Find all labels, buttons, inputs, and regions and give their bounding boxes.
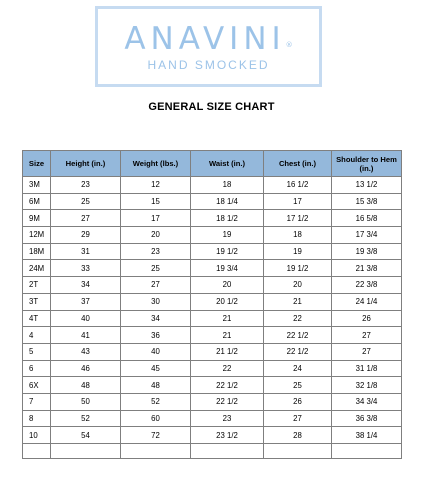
cell-chest: 18 [264, 227, 332, 244]
cell-size: 3M [23, 177, 51, 194]
cell-shoulder-to-hem: 24 1/4 [332, 293, 402, 310]
cell-shoulder-to-hem: 22 3/8 [332, 277, 402, 294]
cell-waist: 18 1/2 [191, 210, 264, 227]
cell-size: 7 [23, 393, 51, 410]
cell-height: 46 [51, 360, 121, 377]
cell-weight: 27 [121, 277, 191, 294]
header-chest: Chest (in.) [264, 151, 332, 177]
table-row [23, 393, 402, 410]
cell-shoulder-to-hem: 36 3/8 [332, 410, 402, 427]
header-waist: Waist (in.) [191, 151, 264, 177]
table-header-row [23, 151, 402, 177]
header-size: Size [23, 151, 51, 177]
cell-weight: 17 [121, 210, 191, 227]
cell-shoulder-to-hem: 27 [332, 343, 402, 360]
cell-shoulder-to-hem: 21 3/8 [332, 260, 402, 277]
cell-waist: 21 [191, 327, 264, 344]
cell-shoulder-to-hem: 16 5/8 [332, 210, 402, 227]
empty-cell [23, 444, 51, 459]
cell-waist: 19 3/4 [191, 260, 264, 277]
cell-height: 48 [51, 377, 121, 394]
cell-waist: 22 1/2 [191, 393, 264, 410]
table-row [23, 360, 402, 377]
cell-weight: 45 [121, 360, 191, 377]
table-row [23, 310, 402, 327]
brand-name [98, 22, 319, 56]
cell-size: 6M [23, 193, 51, 210]
cell-waist: 21 1/2 [191, 343, 264, 360]
cell-waist: 19 [191, 227, 264, 244]
table-body [23, 177, 402, 459]
cell-height: 25 [51, 193, 121, 210]
size-chart-table [22, 150, 402, 459]
cell-chest: 20 [264, 277, 332, 294]
cell-shoulder-to-hem: 19 3/8 [332, 243, 402, 260]
cell-waist: 23 1/2 [191, 427, 264, 444]
cell-chest: 26 [264, 393, 332, 410]
cell-chest: 19 [264, 243, 332, 260]
cell-chest: 22 1/2 [264, 343, 332, 360]
cell-waist: 18 [191, 177, 264, 194]
cell-chest: 16 1/2 [264, 177, 332, 194]
cell-shoulder-to-hem: 31 1/8 [332, 360, 402, 377]
empty-cell [191, 444, 264, 459]
cell-size: 24M [23, 260, 51, 277]
table-row [23, 210, 402, 227]
cell-height: 34 [51, 277, 121, 294]
header-height: Height (in.) [51, 151, 121, 177]
cell-weight: 40 [121, 343, 191, 360]
cell-waist: 20 [191, 277, 264, 294]
cell-waist: 23 [191, 410, 264, 427]
cell-chest: 17 1/2 [264, 210, 332, 227]
cell-size: 4 [23, 327, 51, 344]
table-row [23, 343, 402, 360]
cell-shoulder-to-hem: 26 [332, 310, 402, 327]
cell-height: 31 [51, 243, 121, 260]
cell-chest: 25 [264, 377, 332, 394]
cell-shoulder-to-hem: 27 [332, 327, 402, 344]
cell-weight: 52 [121, 393, 191, 410]
cell-weight: 60 [121, 410, 191, 427]
table-row [23, 243, 402, 260]
cell-height: 52 [51, 410, 121, 427]
empty-cell [332, 444, 402, 459]
cell-height: 54 [51, 427, 121, 444]
cell-chest: 28 [264, 427, 332, 444]
cell-weight: 30 [121, 293, 191, 310]
cell-weight: 72 [121, 427, 191, 444]
table-row [23, 377, 402, 394]
cell-height: 37 [51, 293, 121, 310]
cell-waist: 22 [191, 360, 264, 377]
cell-shoulder-to-hem: 13 1/2 [332, 177, 402, 194]
header-weight: Weight (lbs.) [121, 151, 191, 177]
empty-cell [121, 444, 191, 459]
table-row [23, 427, 402, 444]
cell-size: 10 [23, 427, 51, 444]
cell-size: 6X [23, 377, 51, 394]
cell-waist: 20 1/2 [191, 293, 264, 310]
empty-cell [264, 444, 332, 459]
table-row [23, 327, 402, 344]
cell-weight: 20 [121, 227, 191, 244]
cell-waist: 22 1/2 [191, 377, 264, 394]
cell-weight: 48 [121, 377, 191, 394]
cell-height: 23 [51, 177, 121, 194]
cell-chest: 22 1/2 [264, 327, 332, 344]
cell-height: 40 [51, 310, 121, 327]
table-row [23, 227, 402, 244]
page-title: GENERAL SIZE CHART [148, 101, 275, 113]
empty-row [23, 444, 402, 459]
cell-chest: 17 [264, 193, 332, 210]
brand-logo [95, 6, 322, 87]
cell-height: 43 [51, 343, 121, 360]
table-row [23, 277, 402, 294]
cell-weight: 25 [121, 260, 191, 277]
empty-cell [51, 444, 121, 459]
table-row [23, 177, 402, 194]
header-shoulder-to-hem: Shoulder to Hem (in.) [332, 151, 402, 177]
cell-size: 3T [23, 293, 51, 310]
cell-waist: 18 1/4 [191, 193, 264, 210]
cell-weight: 23 [121, 243, 191, 260]
cell-shoulder-to-hem: 32 1/8 [332, 377, 402, 394]
cell-height: 33 [51, 260, 121, 277]
cell-weight: 12 [121, 177, 191, 194]
cell-weight: 34 [121, 310, 191, 327]
table-row [23, 193, 402, 210]
cell-size: 4T [23, 310, 51, 327]
cell-shoulder-to-hem: 17 3/4 [332, 227, 402, 244]
cell-size: 12M [23, 227, 51, 244]
cell-shoulder-to-hem: 15 3/8 [332, 193, 402, 210]
cell-size: 6 [23, 360, 51, 377]
cell-chest: 24 [264, 360, 332, 377]
cell-chest: 21 [264, 293, 332, 310]
table-row [23, 293, 402, 310]
cell-size: 8 [23, 410, 51, 427]
cell-chest: 27 [264, 410, 332, 427]
table-row [23, 410, 402, 427]
cell-height: 50 [51, 393, 121, 410]
cell-shoulder-to-hem: 34 3/4 [332, 393, 402, 410]
cell-height: 29 [51, 227, 121, 244]
registered-mark: ® [285, 41, 293, 49]
cell-weight: 36 [121, 327, 191, 344]
brand-tagline: HAND SMOCKED [147, 58, 270, 72]
brand-name-text: ANAVINI [124, 21, 286, 57]
cell-waist: 21 [191, 310, 264, 327]
cell-size: 18M [23, 243, 51, 260]
cell-shoulder-to-hem: 38 1/4 [332, 427, 402, 444]
cell-size: 9M [23, 210, 51, 227]
cell-waist: 19 1/2 [191, 243, 264, 260]
cell-height: 27 [51, 210, 121, 227]
cell-size: 5 [23, 343, 51, 360]
table-row [23, 260, 402, 277]
cell-height: 41 [51, 327, 121, 344]
cell-chest: 19 1/2 [264, 260, 332, 277]
cell-chest: 22 [264, 310, 332, 327]
cell-size: 2T [23, 277, 51, 294]
cell-weight: 15 [121, 193, 191, 210]
